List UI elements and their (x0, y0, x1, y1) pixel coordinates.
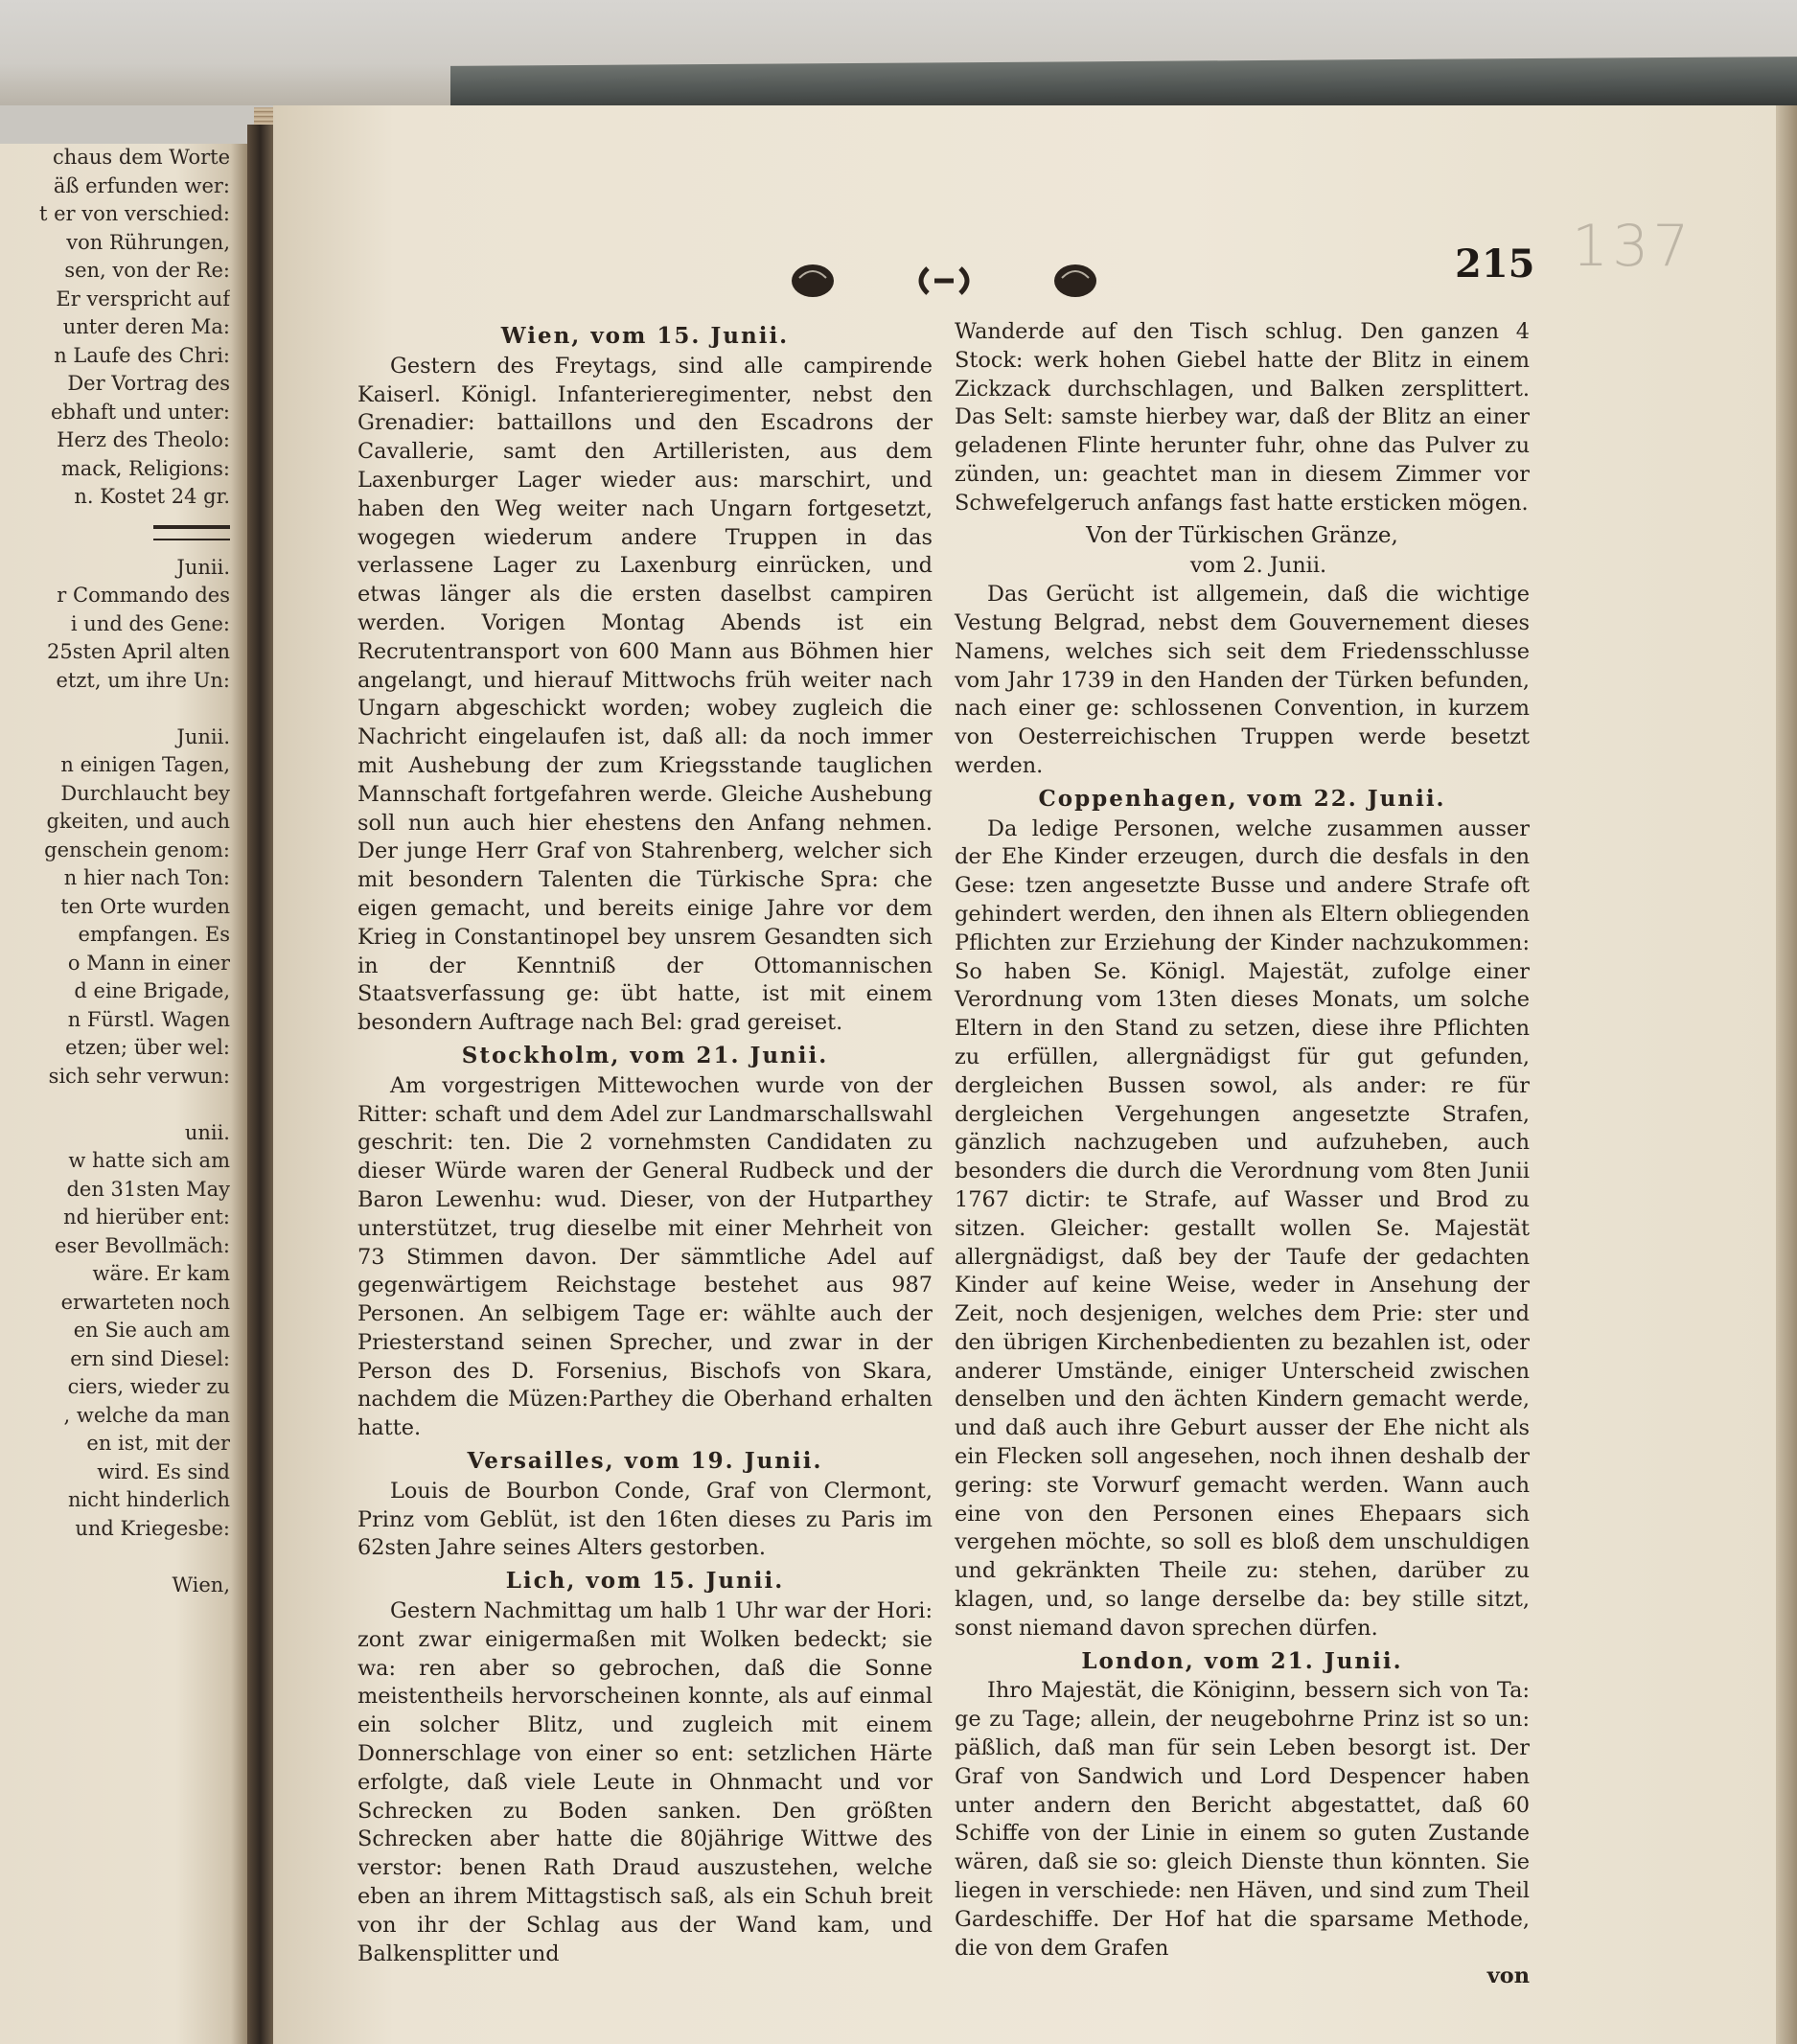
left-page-line: chaus dem Worte (53, 146, 230, 169)
article-heading: London, vom 21. Junii. (1081, 1647, 1403, 1674)
printer-ornament (786, 257, 1102, 305)
left-page-line: ern sind Diesel: (70, 1346, 230, 1370)
left-page-line: ten Orte wurden (60, 894, 230, 918)
left-page-line: wäre. Er kam (92, 1262, 230, 1285)
article-heading: Wien, vom 15. Junii. (500, 323, 790, 349)
article-paragraph: Am vorgestrigen Mittewochen wurde von der Ritter: schaft und dem Adel zur Landmarschallswahl geschrit: ten. Die 2 vornehmsten Candidaten zu dieser Würde waren der General Rudbeck und der Baron Lewenhu: wud. Dieser, von der Hutparthey unterstützet, trug dieselbe mit einer Mehrheit von 73 Stimmen davon. Der sämmtliche Adel auf gegenwärtigem Reichstage bestehet aus 987 Personen. An selbigem Tage er: wählte auch der Priesterstand seinen Sprecher, und zwar in der Person des D. Forsenius, Bischofs von Skara, nachdem die Müzen:Parthey die Oberhand erhalten hatte. (357, 1072, 933, 1441)
left-page-line: en ist, mit der (86, 1432, 230, 1455)
article-dateline: vom 2. Junii. (1189, 553, 1327, 579)
article-paragraph: Ihro Majestät, die Königinn, bessern sich von Ta: ge zu Tage; allein, der neugebohrne Prinz ist so un: päßlich, daß man für sein Leben besorgt ist. Der Graf von Sandwich und Lord Despencer haben unter andern den Bericht abgestattet, daß 60 Schiffe von der Linie in einem so guten Zustande wären, daß sie so: gleich Dienste thun könnten. Sie liegen in verschiede: nen Häven, und sind zum Theil Gardeschiffe. Der Hof hat die sparsame Methode, die von dem Grafen (955, 1678, 1530, 1961)
left-page-line: n hier nach Ton: (63, 866, 230, 889)
left-page-line: w hatte sich am (68, 1149, 230, 1172)
left-page-line: Junii. (176, 555, 230, 579)
left-page-line: empfangen. Es (78, 923, 230, 946)
left-page-line (0, 1543, 230, 1572)
left-page-line: o Mann in einer (67, 951, 230, 975)
left-page (0, 144, 251, 2044)
catchword: von (1486, 1964, 1530, 1989)
catalog-mark: 137 (1572, 213, 1693, 280)
article-paragraph: Louis de Bourbon Conde, Graf von Clermont, Prinz vom Geblüt, ist den 16ten dieses zu Paris im 62sten Jahre seines Alters gestorben. (357, 1478, 933, 1561)
left-page-line: i und des Gene: (70, 611, 230, 635)
left-page-line: Wien, (172, 1573, 230, 1596)
left-page-line: äß erfunden wer: (53, 173, 230, 197)
right-page-edge (1776, 105, 1797, 2044)
article-paragraph: Wanderde auf den Tisch schlug. Den ganzen 4 Stock: werk hohen Giebel hatte der Blitz in einem Zickzack durchschlagen, und Balken zersplittert. Das Selt: samste hierbey war, daß der Blitz an einer geladenen Flinte herunter fuhr, ohne das Pulver zu zünden, un: geachtet man in diesem Zimmer vor Schwefelgeruch anfangs fast hatte ersticken mögen. (955, 319, 1530, 516)
right-text-column (955, 318, 1530, 1991)
article-paragraph: Gestern Nachmittag um halb 1 Uhr war der Hori: zont zwar einigermaßen mit Wolken bedeckt; sie wa: ren aber so gebrochen, daß die Sonne meistentheils hervorscheinen konnte, als auf einmal ein solcher Blitz, und zugleich mit einem Donnerschlage von einer so ent: setzlichen Härte erfolgte, daß viele Leute in Ohnmacht und vor Schrecken zu Boden sanken. Den größten Schrecken aber hatte die 80jährige Wittwe des verstor: benen Rath Draud auszustehen, welche eben an ihrem Mittagstisch saß, als ein Schuh breit von ihr der Schlag aus der Wand kam, und Balkensplitter und (357, 1598, 933, 1966)
left-text-column (357, 318, 933, 1968)
left-page-line: und Kriegesbe: (75, 1516, 230, 1540)
left-page-line: n Laufe des Chri: (54, 343, 230, 367)
left-page-line: mack, Religions: (60, 456, 230, 480)
article-heading: Stockholm, vom 21. Junii. (461, 1042, 829, 1068)
article-heading: Von der Türkischen Gränze, (1086, 522, 1398, 548)
left-page-line: , welche da man (63, 1403, 230, 1427)
left-page-line: unter deren Ma: (62, 315, 230, 338)
left-page-line: n Fürstl. Wagen (67, 1007, 230, 1031)
left-page-line: n. Kostet 24 gr. (74, 485, 230, 508)
left-page-line: Er verspricht auf (56, 287, 230, 310)
left-page-line: unii. (184, 1120, 230, 1144)
left-page-line: erwarteten noch (60, 1290, 230, 1314)
article-heading: Coppenhagen, vom 22. Junii. (1038, 785, 1446, 812)
left-page-line: d eine Brigade, (74, 979, 230, 1002)
article-paragraph: Gestern des Freytags, sind alle campirende Kaiserl. Königl. Infanterieregimenter, nebst den Grenadier: battaillons und den Escadrons der Cavallerie, samt den Artilleristen, aus dem Laxenburger Lager wieder aus: marschirt, und haben den Weg weiter nach Ungarn fortgesetzt, wogegen wiederum andere Truppen in das verlassene Lager zu Laxenburg einrücken, und etwas länger als die ersten daselbst campiren werden. Vorigen Montag Abends ist ein Recrutentransport von 600 Mann aus Böhmen hier angelangt, und hierauf Mittwochs früh weiter nach Ungarn abgeschickt worden; wobey zugleich die Nachricht eingelaufen ist, daß all: da noch immer mit Aushebung der zum Kriegsstande tauglichen Mannschaft fortgefahren werde. Gleiche Aushebung soll nun auch hier ehestens den Anfang nehmen. Der junge Herr Graf von Stahrenberg, welcher sich mit besondern Talenten die Türkische Spra: che eigen gemacht, und bereits einige Jahre vor dem Krieg in Constantinopel bey unsrem Gesandten sich in der Kenntniß der Ottomannischen Staatsverfassung ge: übt hatte, ist mit einem besondern Auftrage nach Bel: grad gereiset. (357, 353, 933, 1036)
left-page-line (0, 695, 230, 723)
left-page-line: etzen; über wel: (65, 1036, 230, 1059)
left-page-line: n einigen Tagen, (60, 753, 230, 776)
left-page-line: gkeiten, und auch (46, 810, 230, 833)
left-page-line: Der Vortrag des (67, 372, 230, 395)
left-page-line: Durchlaucht bey (60, 781, 230, 805)
left-page-line: nicht hinderlich (67, 1488, 230, 1511)
left-page-line: etzt, um ihre Un: (56, 668, 230, 692)
article-heading: Lich, vom 15. Junii. (505, 1568, 785, 1595)
page-number: 215 (1455, 241, 1535, 287)
left-page-line: t er von verschied: (38, 202, 230, 225)
left-page-line: genschein genom: (44, 838, 230, 861)
left-page-line: nd hierüber ent: (63, 1206, 230, 1229)
left-page-line: en Sie auch am (73, 1319, 230, 1342)
article-paragraph: Das Gerücht ist allgemein, daß die wichtige Vestung Belgrad, nebst dem Gouvernement dieses Namens, welches sich seit dem Friedensschlusse vom Jahr 1739 in den Handen der Türken befunden, nach einer ge: schlossenen Convention, in kurzem von Oesterreichischen Truppen werde besetzt werden. (955, 582, 1530, 778)
left-page-line: Junii. (176, 724, 230, 748)
left-page-line: ebhaft und unter: (50, 400, 230, 424)
section-rule (153, 525, 230, 540)
left-page-line: sich sehr verwun: (48, 1064, 230, 1088)
left-page-line (0, 1091, 230, 1119)
left-page-line: den 31sten May (66, 1177, 230, 1201)
left-page-line: sen, von der Re: (64, 259, 230, 282)
book-gutter (247, 125, 276, 2044)
left-page-line: von Rührungen, (66, 230, 230, 254)
left-page-line: ciers, wieder zu (67, 1375, 230, 1398)
left-page-line: Herz des Theolo: (57, 428, 230, 451)
left-page-line: wird. Es sind (97, 1459, 230, 1483)
left-page-line: 25sten April alten (47, 640, 230, 663)
article-heading: Versailles, vom 19. Junii. (467, 1448, 823, 1475)
left-page-line: r Commando des (57, 584, 230, 607)
left-page-text (0, 144, 230, 1599)
article-paragraph: Da ledige Personen, welche zusammen ausser der Ehe Kinder erzeugen, durch die desfals in den Gese: tzen angesetzte Busse und andere Strafe oft gehindert werden, den ihnen als Eltern obliegenden Pflichten zur Erziehung der Kinder nachzukommen: So haben Se. Königl. Majestät, zufolge einer Verordnung vom 13ten dieses Monats, um solche Eltern in den Stand zu setzen, diese ihre Pflichten zu erfüllen, allergnädigst für gut gefunden, dergleichen Bussen sowol, als ander: re für dergleichen Vergehungen angesetzte Strafen, gänzlich nachzugeben und aufzuheben, auch besonders die durch die Verordnung vom 8ten Junii 1767 dictir: te Strafe, auf Wasser und Brod zu sitzen. Gleicher: gestallt wollen Se. Majestät allergnädigst, daß bey der Taufe der gedachten Kinder auf keine Weise, weder in Ansehung der Zeit, noch desjenigen, welches dem Prie: ster und den übrigen Kirchenbedienten zu bezahlen ist, oder anderer Umstände, einiger Unterscheid zwischen denselben und den ächten Kindern gemacht werde, und daß auch ihre Geburt ausser der Ehe nicht als ein Flecken soll angesehen, noch ihnen deshalb der gering: ste Vorwurf gemacht werden. Wann auch eine von den Personen eines Ehepaars sich vergehen möchte, so soll es bloß dem unschuldigen und gekränkten Theile zu: stehen, darüber zu klagen, und, so lange derselbe da: bey stille sitzt, sonst niemand davon sprechen dürfen. (955, 815, 1530, 1641)
left-page-line: eser Bevollmäch: (55, 1233, 230, 1257)
